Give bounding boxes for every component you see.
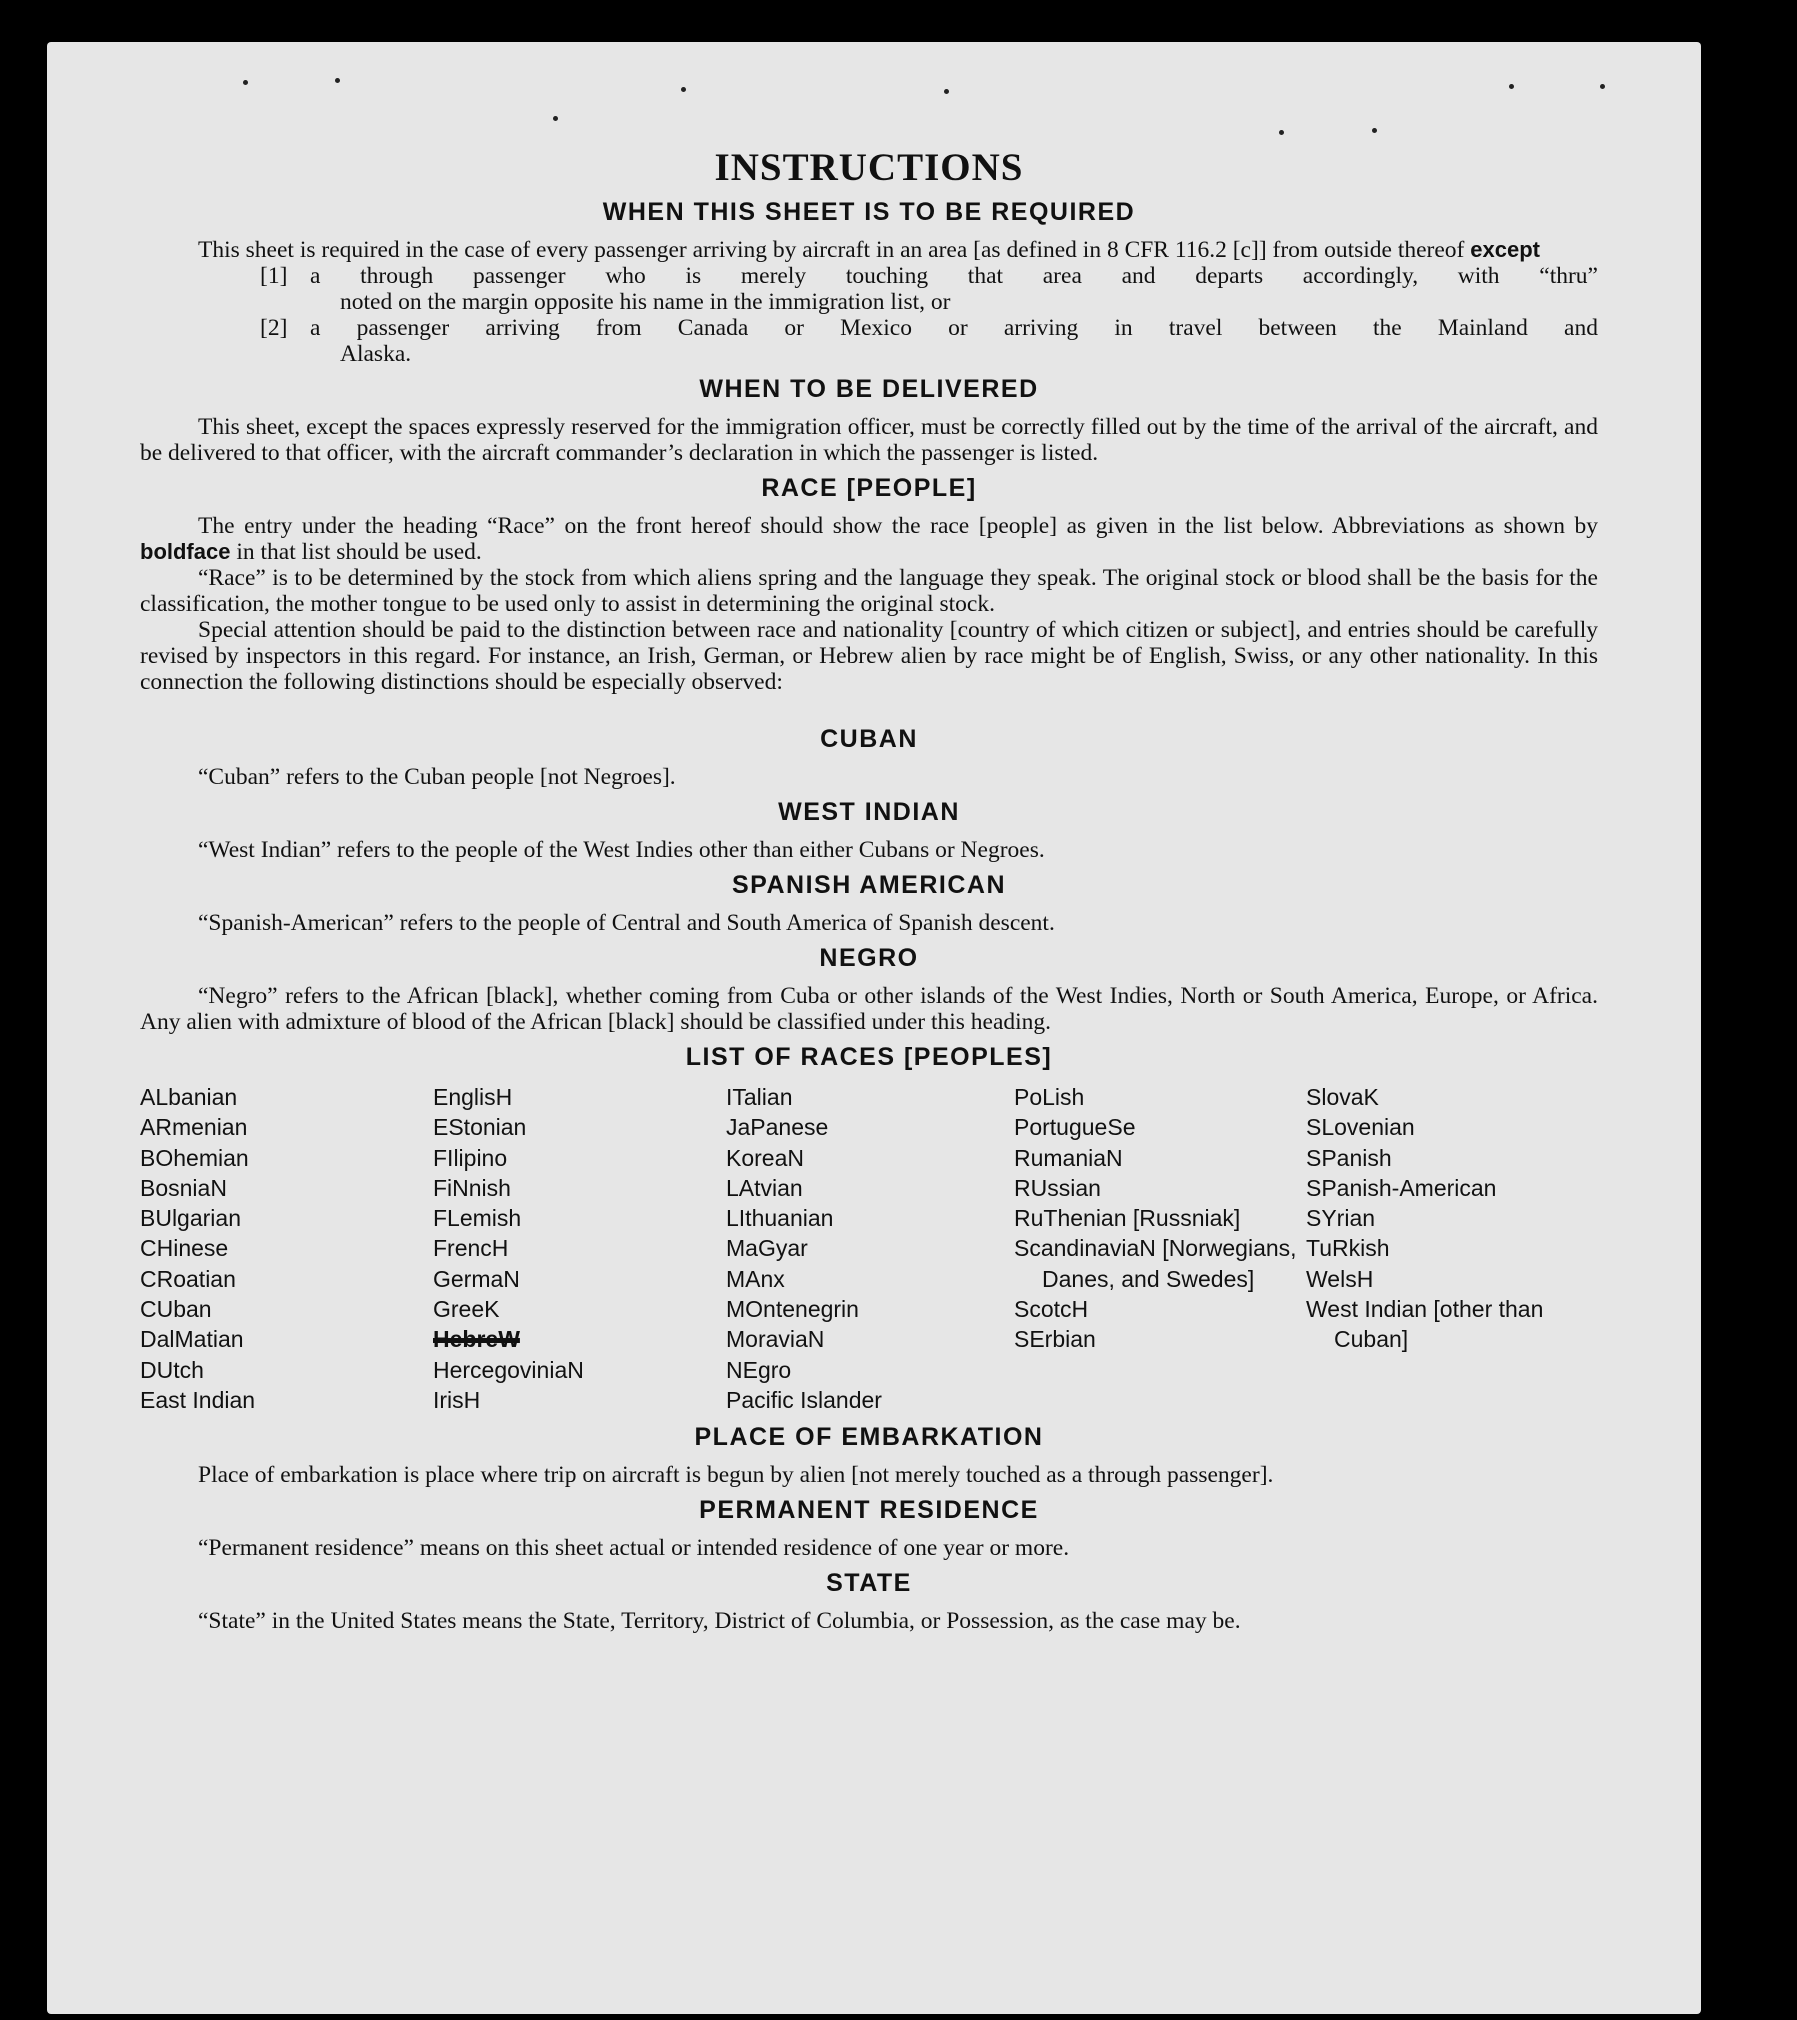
speck — [335, 78, 340, 83]
races-column — [1306, 1082, 1598, 1415]
race-item: ITalian — [726, 1084, 793, 1110]
race-item: RumaniaN — [1014, 1144, 1123, 1171]
required-item-1 — [140, 263, 1598, 315]
heading-negro: NEGRO — [819, 944, 919, 972]
race-item: MOntenegrin — [726, 1296, 859, 1323]
embarkation-text: Place of embarkation is place where trip on aircraft is begun by alien [not merely touched as a through passenger]. — [198, 1462, 1274, 1489]
heading-list-of-races: LIST OF RACES [PEOPLES] — [685, 1043, 1053, 1071]
race-item: SYrian — [1306, 1205, 1376, 1232]
west-indian-text: “West Indian” refers to the people of the West Indies other than either Cubans or Negroes. — [198, 837, 1045, 863]
heading-when-delivered: WHEN TO BE DELIVERED — [699, 375, 1039, 403]
struck-race-label: HebreW — [433, 1326, 520, 1353]
races-column — [140, 1082, 433, 1415]
race-item: TuRkish — [1306, 1235, 1390, 1262]
race-item: BOhemian — [140, 1144, 249, 1171]
race-item: DUtch — [140, 1356, 204, 1383]
race-item: FiNnish — [433, 1174, 511, 1201]
race-item: PortugueSe — [1014, 1114, 1136, 1141]
cuban-text: “Cuban” refers to the Cuban people [not Negroes]. — [198, 764, 676, 790]
item-line: a passenger arriving from Canada or Mexico or arriving in travel between the Mainland and — [310, 315, 1598, 341]
required-except: except — [1470, 237, 1540, 262]
race-item: BUlgarian — [140, 1205, 241, 1232]
document-sheet — [47, 42, 1701, 2014]
race-item: CUban — [140, 1296, 212, 1323]
race-item: JaPanese — [726, 1114, 829, 1141]
heading-when-required: WHEN THIS SHEET IS TO BE REQUIRED — [602, 198, 1136, 226]
item-line: noted on the margin opposite his name in the immigration list, or — [340, 289, 951, 315]
race-item: ARmenian — [140, 1114, 248, 1141]
race-item: ALbanian — [140, 1084, 238, 1110]
item-number: [1] — [260, 263, 288, 289]
required-intro — [140, 237, 1598, 263]
race-item: PoLish — [1014, 1084, 1085, 1110]
race-item: HercegoviniaN — [433, 1356, 584, 1383]
speck — [553, 116, 558, 121]
race-item: ScandinaviaN [Norwegians, Danes, and Swedes] — [1014, 1235, 1297, 1292]
race-paragraph-1 — [140, 513, 1598, 565]
heading-place-of-embarkation: PLACE OF EMBARKATION — [694, 1423, 1044, 1452]
race-item: WelsH — [1306, 1265, 1374, 1292]
race-item: FLemish — [433, 1205, 522, 1232]
race-item: NEgro — [726, 1356, 792, 1383]
residence-text: “Permanent residence” means on this sheet actual or intended residence of one year or more. — [198, 1535, 1070, 1562]
race-item: MaGyar — [726, 1235, 808, 1262]
races-column — [1014, 1082, 1306, 1415]
speck — [1509, 84, 1514, 89]
item-line: Alaska. — [340, 341, 412, 367]
race-paragraph-3: Special attention should be paid to the distinction between race and nationality [country of which citizen or subject], and entries should be carefully revised by inspectors in this regard. For instance, an Irish, German, or Hebrew alien by race might be of English, Swiss, or any other nationality. In this connection the following distinctions should be especially observed: — [140, 617, 1598, 695]
heading-permanent-residence: PERMANENT RESIDENCE — [699, 1496, 1039, 1525]
delivered-text: This sheet, except the spaces expressly reserved for the immigration officer, must be correctly filled out by the time of the arrival of the aircraft, and be delivered to that officer, with the aircraft commander’s declaration in which the passenger is listed. — [140, 414, 1598, 466]
race-p1-end: in that list should be used. — [236, 539, 482, 565]
race-item: FIlipino — [433, 1144, 508, 1171]
race-item: LIthuanian — [726, 1205, 834, 1232]
race-item: GreeK — [433, 1296, 500, 1323]
races-column — [433, 1082, 726, 1415]
speck — [1279, 130, 1284, 135]
item-line: a through passenger who is merely touching that area and departs accordingly, with “thru” — [310, 263, 1598, 289]
race-paragraph-2: “Race” is to be determined by the stock from which aliens spring and the language they speak. The original stock or blood shall be the basis for the classification, the mother tongue to be used only to assist in determining the original stock. — [140, 565, 1598, 617]
heading-west-indian: WEST INDIAN — [778, 798, 960, 826]
item-text — [310, 263, 1598, 315]
race-item: CRoatian — [140, 1265, 236, 1292]
race-item: KoreaN — [726, 1144, 804, 1171]
race-item: SlovaK — [1306, 1084, 1379, 1110]
speck — [681, 87, 686, 92]
negro-text: “Negro” refers to the African [black], whether coming from Cuba or other islands of the West Indies, North or South America, Europe, or Africa. Any alien with admixture of blood of the African [black] should be classified under this heading. — [140, 983, 1598, 1035]
race-item: MoraviaN — [726, 1326, 825, 1353]
race-item: East Indian — [140, 1386, 256, 1413]
speck — [1372, 128, 1377, 133]
race-item: West Indian [other than Cuban] — [1306, 1296, 1544, 1353]
race-item: SLovenian — [1306, 1114, 1415, 1141]
item-text — [310, 315, 1598, 367]
heading-state: STATE — [826, 1569, 912, 1598]
speck — [243, 80, 248, 85]
race-item: LAtvian — [726, 1174, 803, 1201]
race-p1-text: The entry under the heading “Race” on the front hereof should show the race [people] as given in the list below. Abbreviations as shown by — [198, 513, 1598, 539]
race-item-struck — [433, 1324, 726, 1354]
heading-race: RACE [PEOPLE] — [761, 474, 977, 502]
heading-spanish-american: SPANISH AMERICAN — [731, 871, 1006, 899]
spanish-american-text: “Spanish-American” refers to the people of Central and South America of Spanish descent. — [198, 910, 1055, 936]
race-item: EStonian — [433, 1114, 527, 1141]
race-item: IrisH — [433, 1386, 481, 1413]
race-item: GermaN — [433, 1265, 520, 1292]
race-item: MAnx — [726, 1265, 785, 1292]
race-item: CHinese — [140, 1235, 229, 1262]
race-item: BosniaN — [140, 1174, 227, 1201]
required-intro-text: This sheet is required in the case of every passenger arriving by aircraft in an area [as defined in 8 CFR 116.2 [c]] from outside thereof — [198, 237, 1465, 263]
race-item: SErbian — [1014, 1326, 1096, 1353]
race-item: SPanish-American — [1306, 1174, 1497, 1201]
race-boldface: boldface — [140, 539, 231, 564]
race-item: SPanish — [1306, 1144, 1392, 1171]
race-item: FrencH — [433, 1235, 509, 1262]
item-number: [2] — [260, 315, 288, 341]
instructions-content — [140, 145, 1598, 1634]
heading-cuban: CUBAN — [820, 725, 918, 753]
speck — [944, 89, 949, 94]
race-item: ScotcH — [1014, 1296, 1089, 1323]
race-item: DalMatian — [140, 1326, 244, 1353]
speck — [1600, 84, 1605, 89]
races-column — [726, 1082, 1014, 1415]
race-item: RUssian — [1014, 1174, 1101, 1201]
race-item: Pacific Islander — [726, 1386, 882, 1413]
state-text: “State” in the United States means the State, Territory, District of Columbia, or Possession, as the case may be. — [198, 1608, 1241, 1635]
race-item: RuThenian [Russniak] — [1014, 1205, 1241, 1232]
races-list — [140, 1082, 1598, 1415]
race-item: EnglisH — [433, 1084, 513, 1110]
page-title: INSTRUCTIONS — [714, 146, 1024, 189]
required-item-2 — [140, 315, 1598, 367]
